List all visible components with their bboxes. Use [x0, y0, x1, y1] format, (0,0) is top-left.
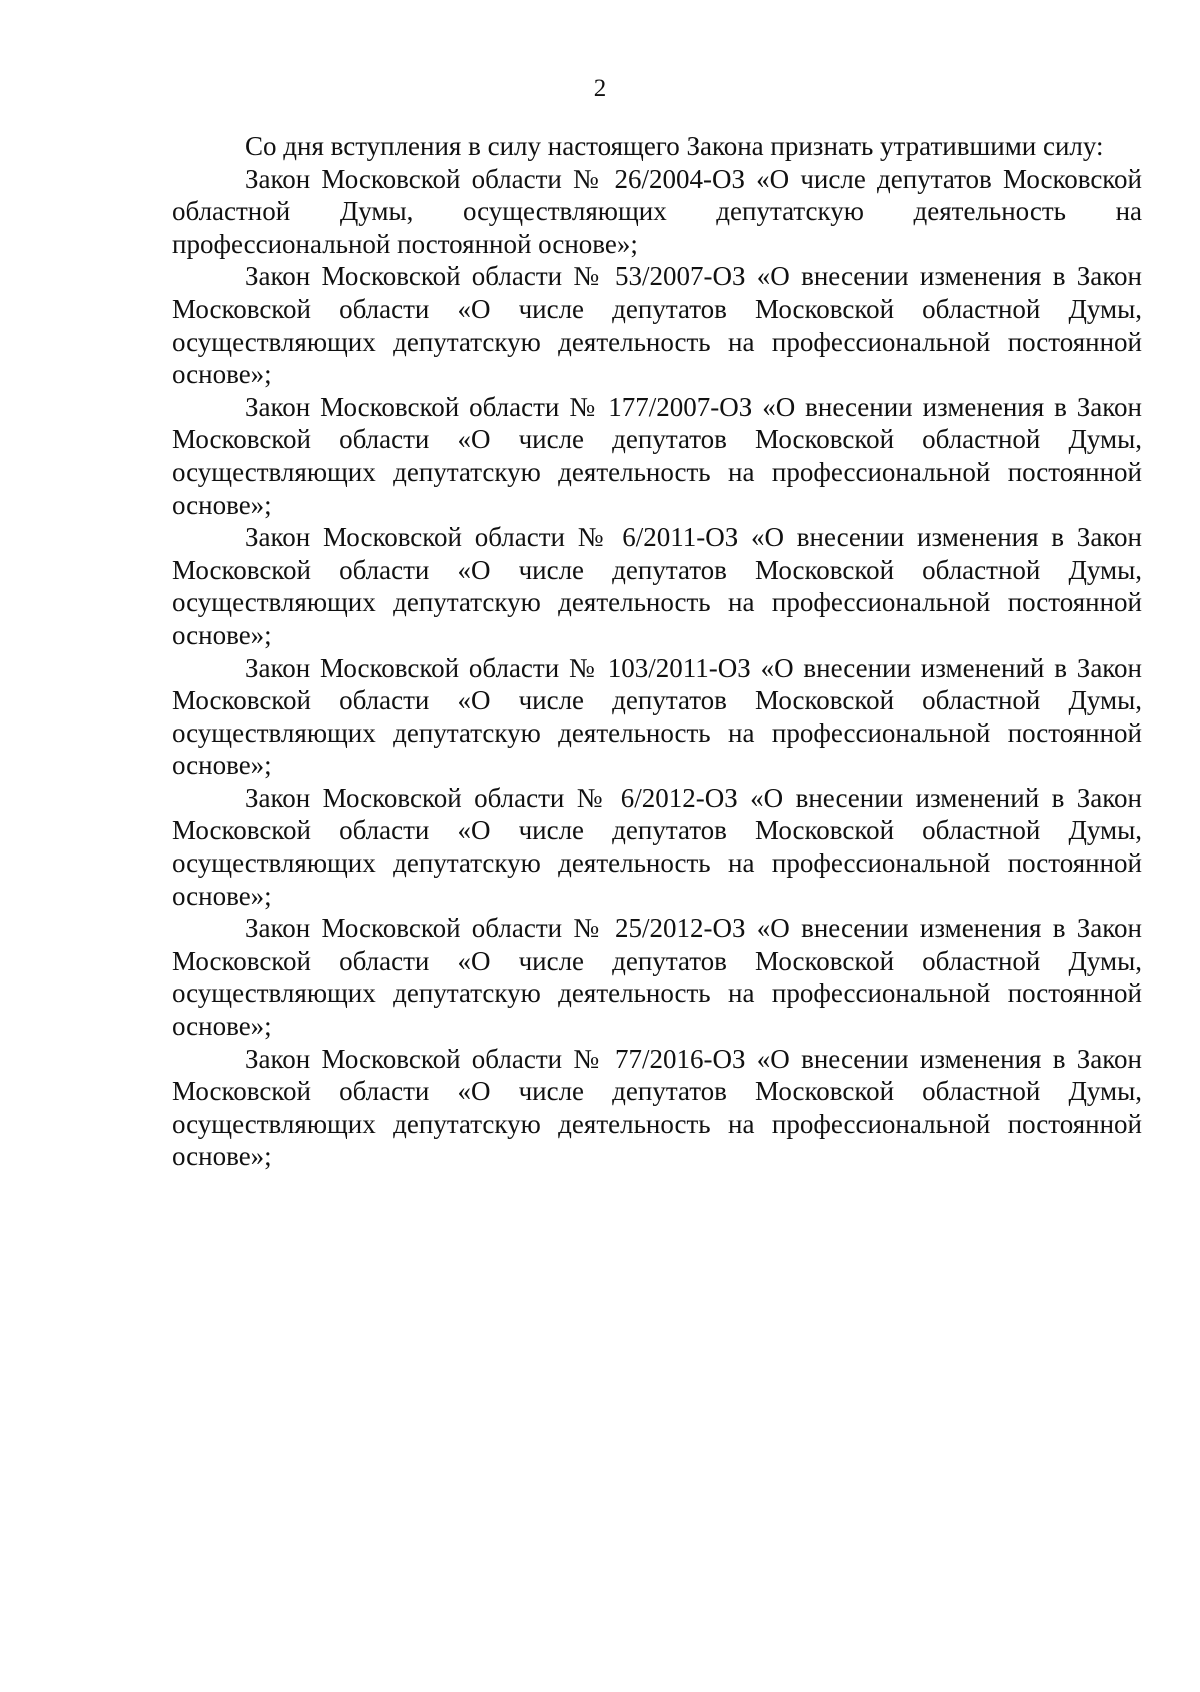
paragraph-law-77-2016: Закон Московской области № 77/2016-ОЗ «О внесении изменения в Закон Московской области «О числе депутатов Московской областной Думы, осуществляющих депутатскую деятельность на профессиональной постоянной основе»; [172, 1043, 1142, 1172]
document-body [172, 130, 1142, 1173]
paragraph-law-6-2012: Закон Московской области № 6/2012-ОЗ «О внесении изменений в Закон Московской области «О числе депутатов Московской областной Думы, осуществляющих депутатскую деятельность на профессиональной постоянной основе»; [172, 782, 1142, 911]
paragraph-law-103-2011: Закон Московской области № 103/2011-ОЗ «О внесении изменений в Закон Московской области «О числе депутатов Московской областной Думы, осуществляющих депутатскую деятельность на профессиональной постоянной основе»; [172, 652, 1142, 781]
paragraph-law-177-2007: Закон Московской области № 177/2007-ОЗ «О внесении изменения в Закон Московской области «О числе депутатов Московской областной Думы, осуществляющих депутатскую деятельность на профессиональной постоянной основе»; [172, 391, 1142, 520]
paragraph-law-6-2011: Закон Московской области № 6/2011-ОЗ «О внесении изменения в Закон Московской области «О числе депутатов Московской областной Думы, осуществляющих депутатскую деятельность на профессиональной постоянной основе»; [172, 522, 1142, 650]
paragraph-law-26-2004: Закон Московской области № 26/2004-ОЗ «О числе депутатов Московской областной Думы, осуществляющих депутатскую деятельность на профессиональной постоянной основе»; [172, 163, 1142, 259]
page-number: 2 [593, 75, 607, 102]
paragraph-intro: Со дня вступления в силу настоящего Закона признать утратившими силу: [245, 131, 1104, 161]
paragraph-law-53-2007: Закон Московской области № 53/2007-ОЗ «О внесении изменения в Закон Московской области «О числе депутатов Московской областной Думы, осуществляющих депутатскую деятельность на профессиональной постоянной основе»; [172, 261, 1142, 390]
paragraph-law-25-2012: Закон Московской области № 25/2012-ОЗ «О внесении изменения в Закон Московской области «О числе депутатов Московской областной Думы, осуществляющих депутатскую деятельность на профессиональной постоянной основе»; [172, 913, 1142, 1042]
